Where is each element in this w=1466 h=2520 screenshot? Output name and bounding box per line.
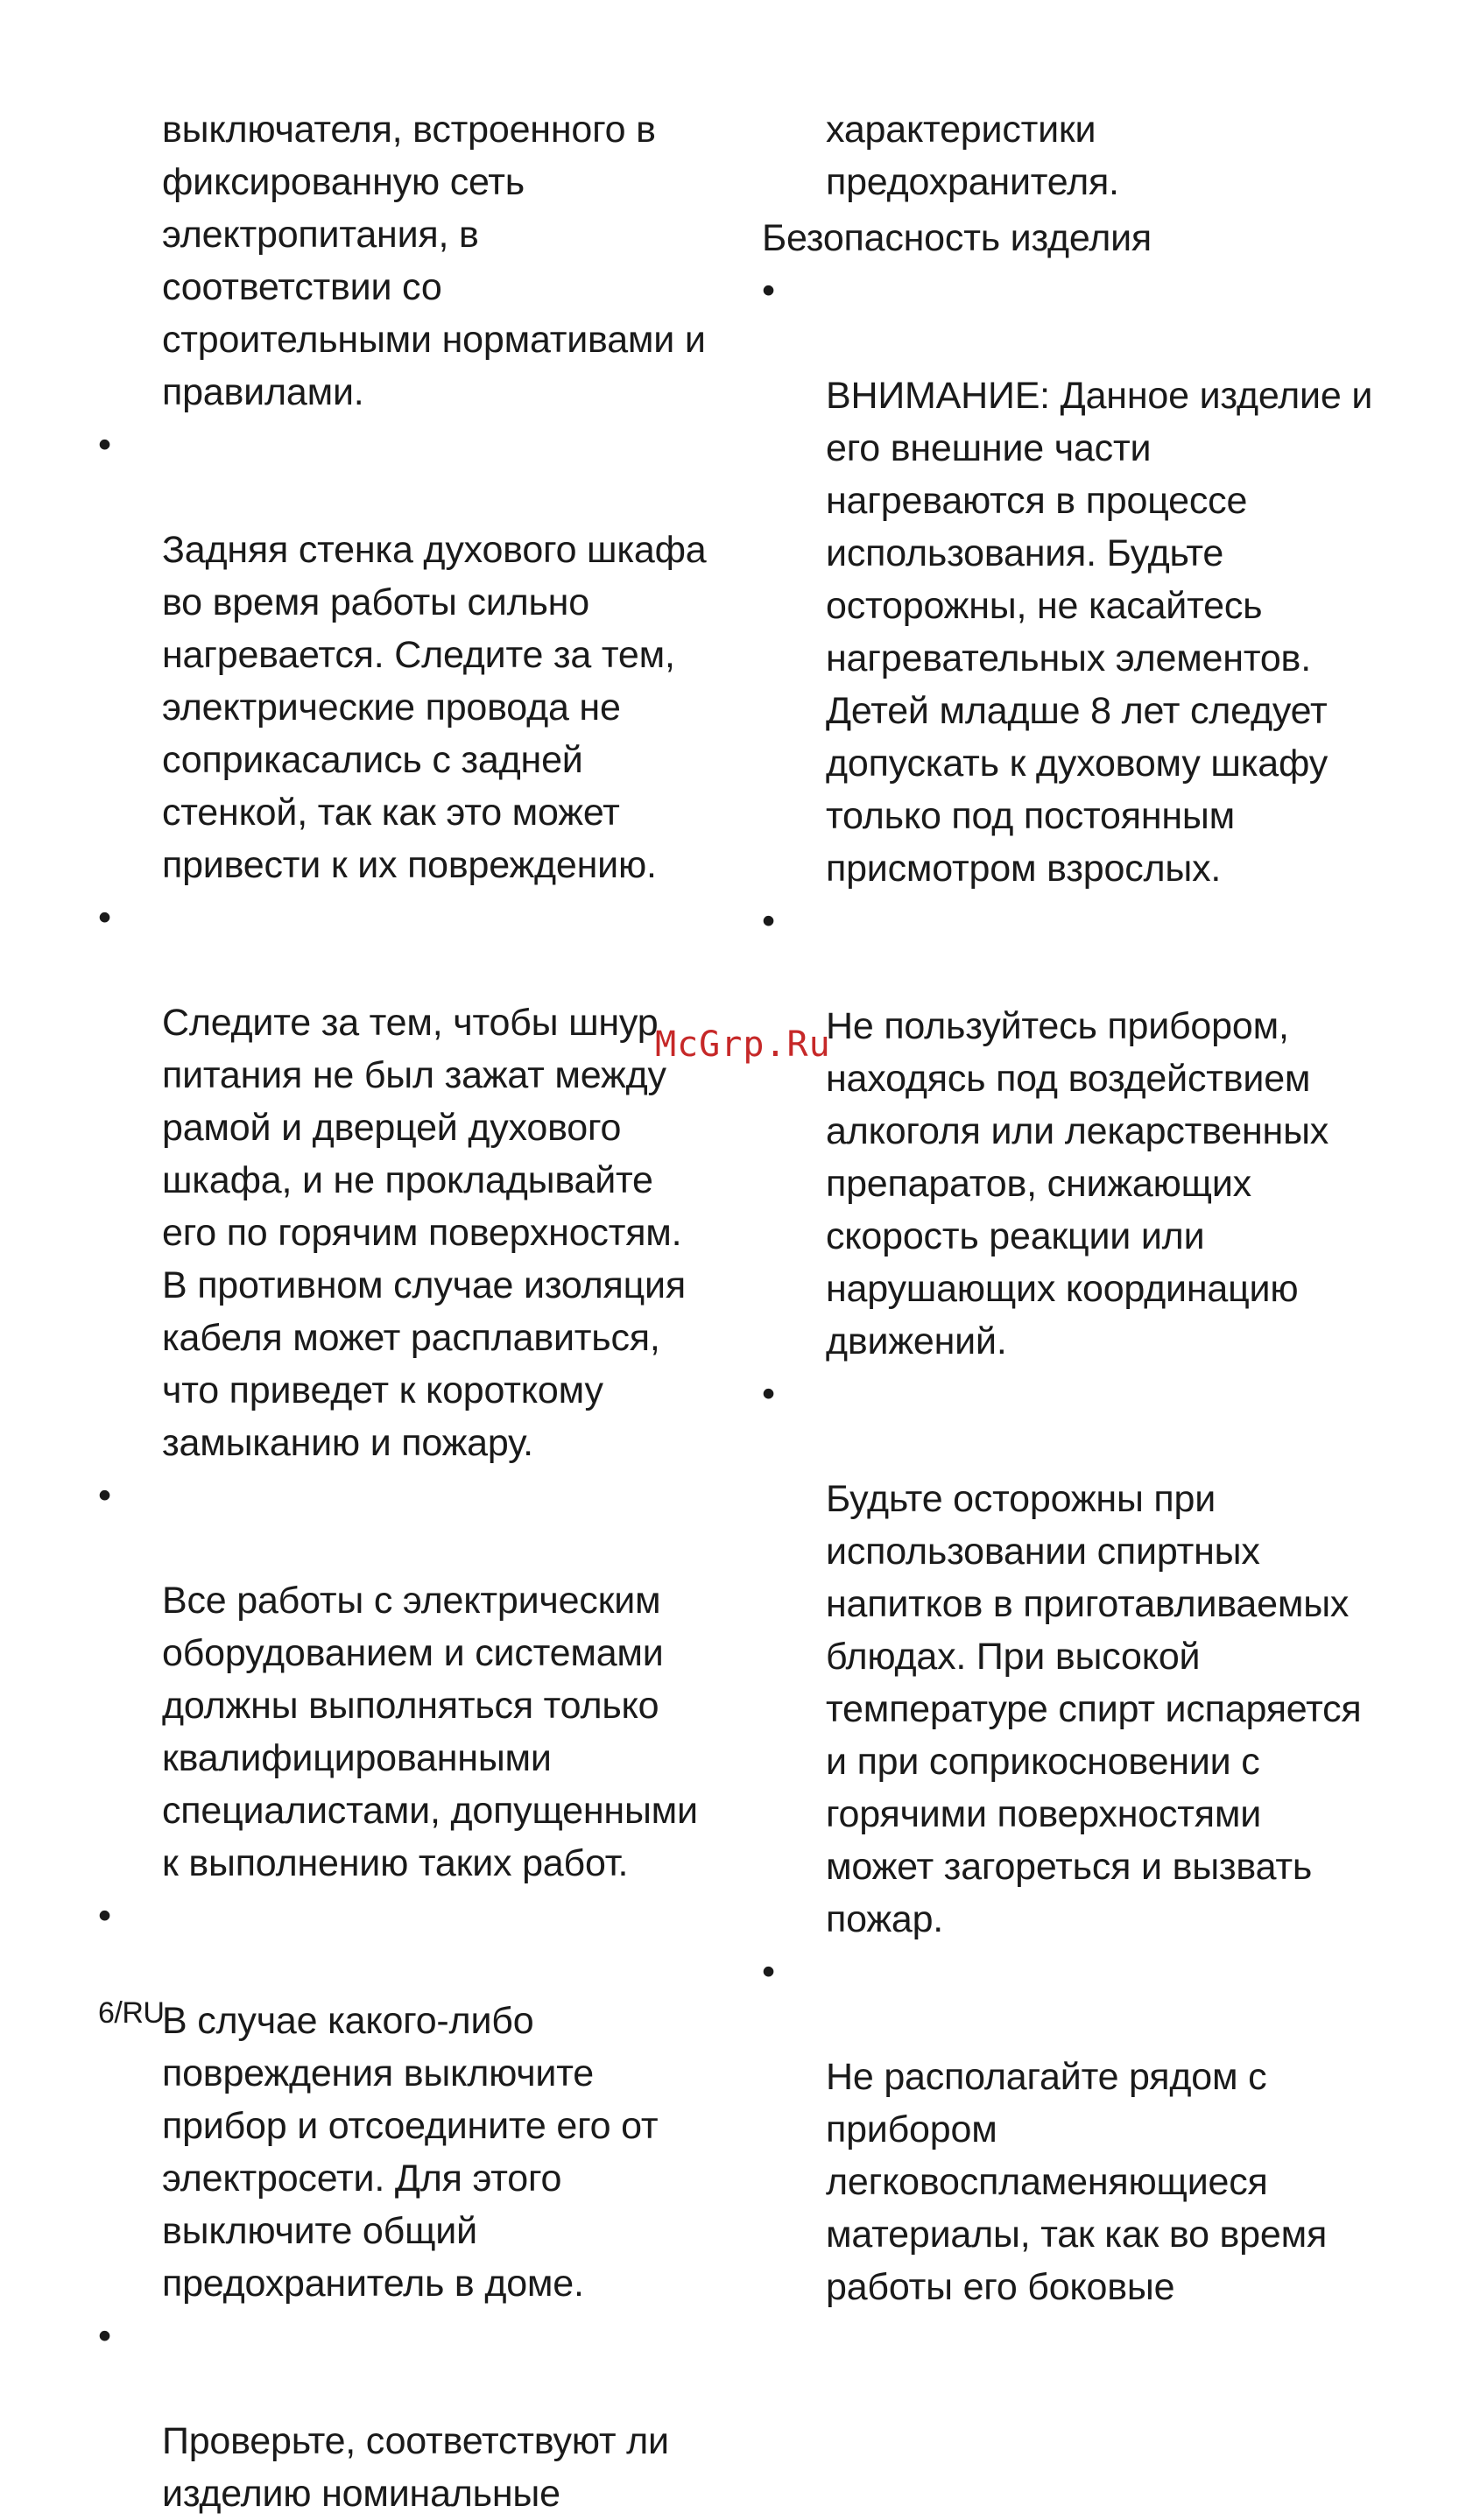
list-item-text: В случае какого-либо повреждения выключите прибор и отсоедините его от электросети. Для этого выключите общий предохранитель в доме. — [162, 2000, 659, 2305]
list-item-text: Проверьте, соответствуют ли изделию номинальные — [162, 2420, 669, 2515]
list-item-text: Все работы с электрическим оборудованием и системами должны выполняться только квалифицированными специалистами, допущенными к выполнению таких работ. — [162, 1580, 698, 1884]
bullet-icon: • — [762, 1951, 775, 1993]
left-column — [98, 103, 729, 2520]
bullet-icon: • — [762, 1373, 775, 1415]
list-item — [98, 891, 729, 1469]
bullet-icon: • — [98, 897, 111, 939]
right-column — [762, 103, 1392, 2313]
page-number: 6/RU — [98, 1996, 165, 2030]
bullet-icon: • — [762, 270, 775, 312]
list-item — [762, 1368, 1392, 1946]
list-item — [98, 419, 729, 891]
list-item — [98, 2310, 729, 2520]
list-item-text: Будьте осторожны при использовании спиртных напитков в приготавливаемых блюдах. При высокой температуре спирт испаряется и при соприкосновении с горячими поверхностями может загореться и вызвать пожар. — [826, 1478, 1362, 1940]
left-continuation-text: выключателя, встроенного в фиксированную сеть электропитания, в соответствии со строительными нормативами и правилами. — [162, 109, 706, 413]
list-item-text: Задняя стенка духового шкафа во время работы сильно нагревается. Следите за тем, электрические провода не соприкасались с задней стенкой, так как это может привести к их повреждению. — [162, 529, 707, 886]
list-item-text: Не располагайте рядом с прибором легковоспламеняющиеся материалы, так как во время работы его боковые — [826, 2056, 1328, 2308]
list-item-text: Следите за тем, чтобы шнур питания не был зажат между рамой и дверцей духового шкафа, и не прокладывайте его по горячим поверхностям. В противном случае изоляция кабеля может расплавиться, что приведет к короткому замыканию и пожару. — [162, 1002, 686, 1464]
right-continuation-text: характеристики предохранителя. — [826, 109, 1119, 203]
bullet-icon: • — [98, 2315, 111, 2357]
bullet-icon: • — [762, 900, 775, 942]
list-item — [762, 895, 1392, 1368]
bullet-icon: • — [98, 424, 111, 466]
list-item — [762, 1946, 1392, 2313]
list-item — [98, 1890, 729, 2310]
bullet-icon: • — [98, 1895, 111, 1937]
bullet-icon: • — [98, 1475, 111, 1517]
list-item-text: ВНИМАНИЕ: Данное изделие и его внешние части нагреваются в процессе использования. Будьте осторожны, не касайтесь нагревательных элементов. Детей младше 8 лет следует допускать к духовому шкафу только под постоянным присмотром взрослых. — [826, 375, 1373, 890]
list-item — [98, 1469, 729, 1890]
watermark: McGrp.Ru — [655, 1024, 831, 1065]
section-heading: Безопасность изделия — [762, 217, 1152, 259]
list-item-text: Не пользуйтесь прибором, находясь под воздействием алкоголя или лекарственных препаратов, снижающих скорость реакции или нарушающих координацию движений. — [826, 1005, 1329, 1362]
list-item — [762, 264, 1392, 895]
